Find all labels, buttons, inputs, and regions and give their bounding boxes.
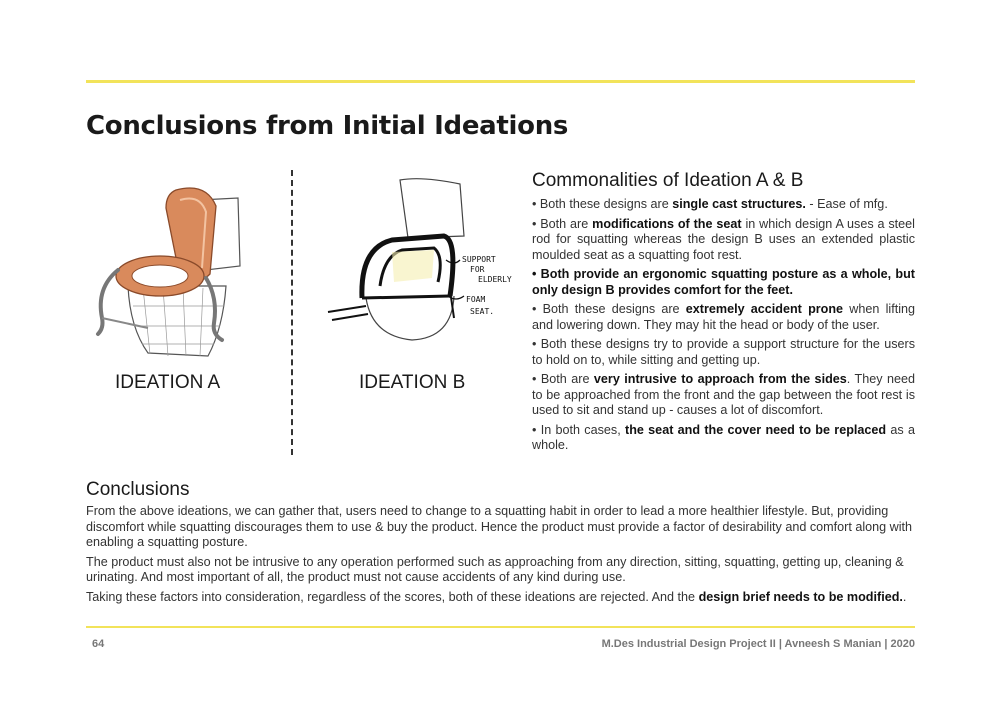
annotation-support-3: ELDERLY (478, 275, 512, 284)
dashed-divider (291, 170, 293, 455)
commonality-7: • In both cases, the seat and the cover need to be replaced as a whole. (532, 422, 915, 452)
commonality-4: • Both these designs are extremely accident prone when lifting and lowering down. They may hit the head or body of the user. (532, 302, 915, 332)
top-rule (86, 80, 915, 83)
annotation-foam-2: SEAT. (470, 307, 495, 316)
conclusion-paragraph-2: The product must also not be intrusive to any operation performed such as approaching from any direction, sitting, squatting, getting up, cleaning & urinating. And most important of all, the product must not cause accidents of any kind during use. (86, 554, 904, 584)
conclusions-section (86, 479, 916, 609)
conclusions-heading: Conclusions (86, 479, 190, 500)
commonalities-section (532, 170, 915, 458)
ideation-a-sketch (88, 178, 248, 358)
ideation-b-sketch (322, 178, 532, 348)
annotation-support-2: FOR (470, 265, 485, 274)
bottom-rule (86, 626, 915, 628)
conclusion-paragraph-1: From the above ideations, we can gather that, users need to change to a squatting habit in order to lead a more healthier lifestyle. But, providing discomfort while squatting discourages them to use & buy the product. Hence the product must provide a factor of desirability and comfort along with enabling a squatting posture. (86, 504, 913, 549)
footer-credit: M.Des Industrial Design Project II | Avneesh S Manian | 2020 (601, 638, 915, 650)
page-number: 64 (92, 638, 105, 650)
conclusion-paragraph-3: Taking these factors into consideration, regardless of the scores, both of these ideations are rejected. And the design brief needs to be modified.. (86, 589, 907, 604)
commonality-3: • Both provide an ergonomic squatting posture as a whole, but only design B provides comfort for the feet. (532, 267, 915, 297)
commonality-5: • Both these designs try to provide a support structure for the users to hold on to, while sitting and getting up. (532, 337, 915, 367)
commonality-1: • Both these designs are single cast structures. - Ease of mfg. (532, 197, 888, 211)
annotation-foam-1: FOAM (466, 295, 486, 304)
commonality-2: • Both are modifications of the seat in which design A uses a steel rod for squatting whereas the design B uses an extended plastic moulded seat as a squatting foot rest. (532, 216, 915, 262)
commonalities-heading: Commonalities of Ideation A & B (532, 170, 804, 191)
ideation-a-label: IDEATION A (115, 372, 221, 393)
ideation-b-label: IDEATION B (359, 372, 466, 393)
commonality-6: • Both are very intrusive to approach from the sides. They need to be approached from the front and the gap between the foot rest is used to sit and stand up - causes a lot of discomfort. (532, 372, 915, 417)
annotation-support-1: SUPPORT (462, 255, 496, 264)
page-title: Conclusions from Initial Ideations (86, 111, 569, 141)
